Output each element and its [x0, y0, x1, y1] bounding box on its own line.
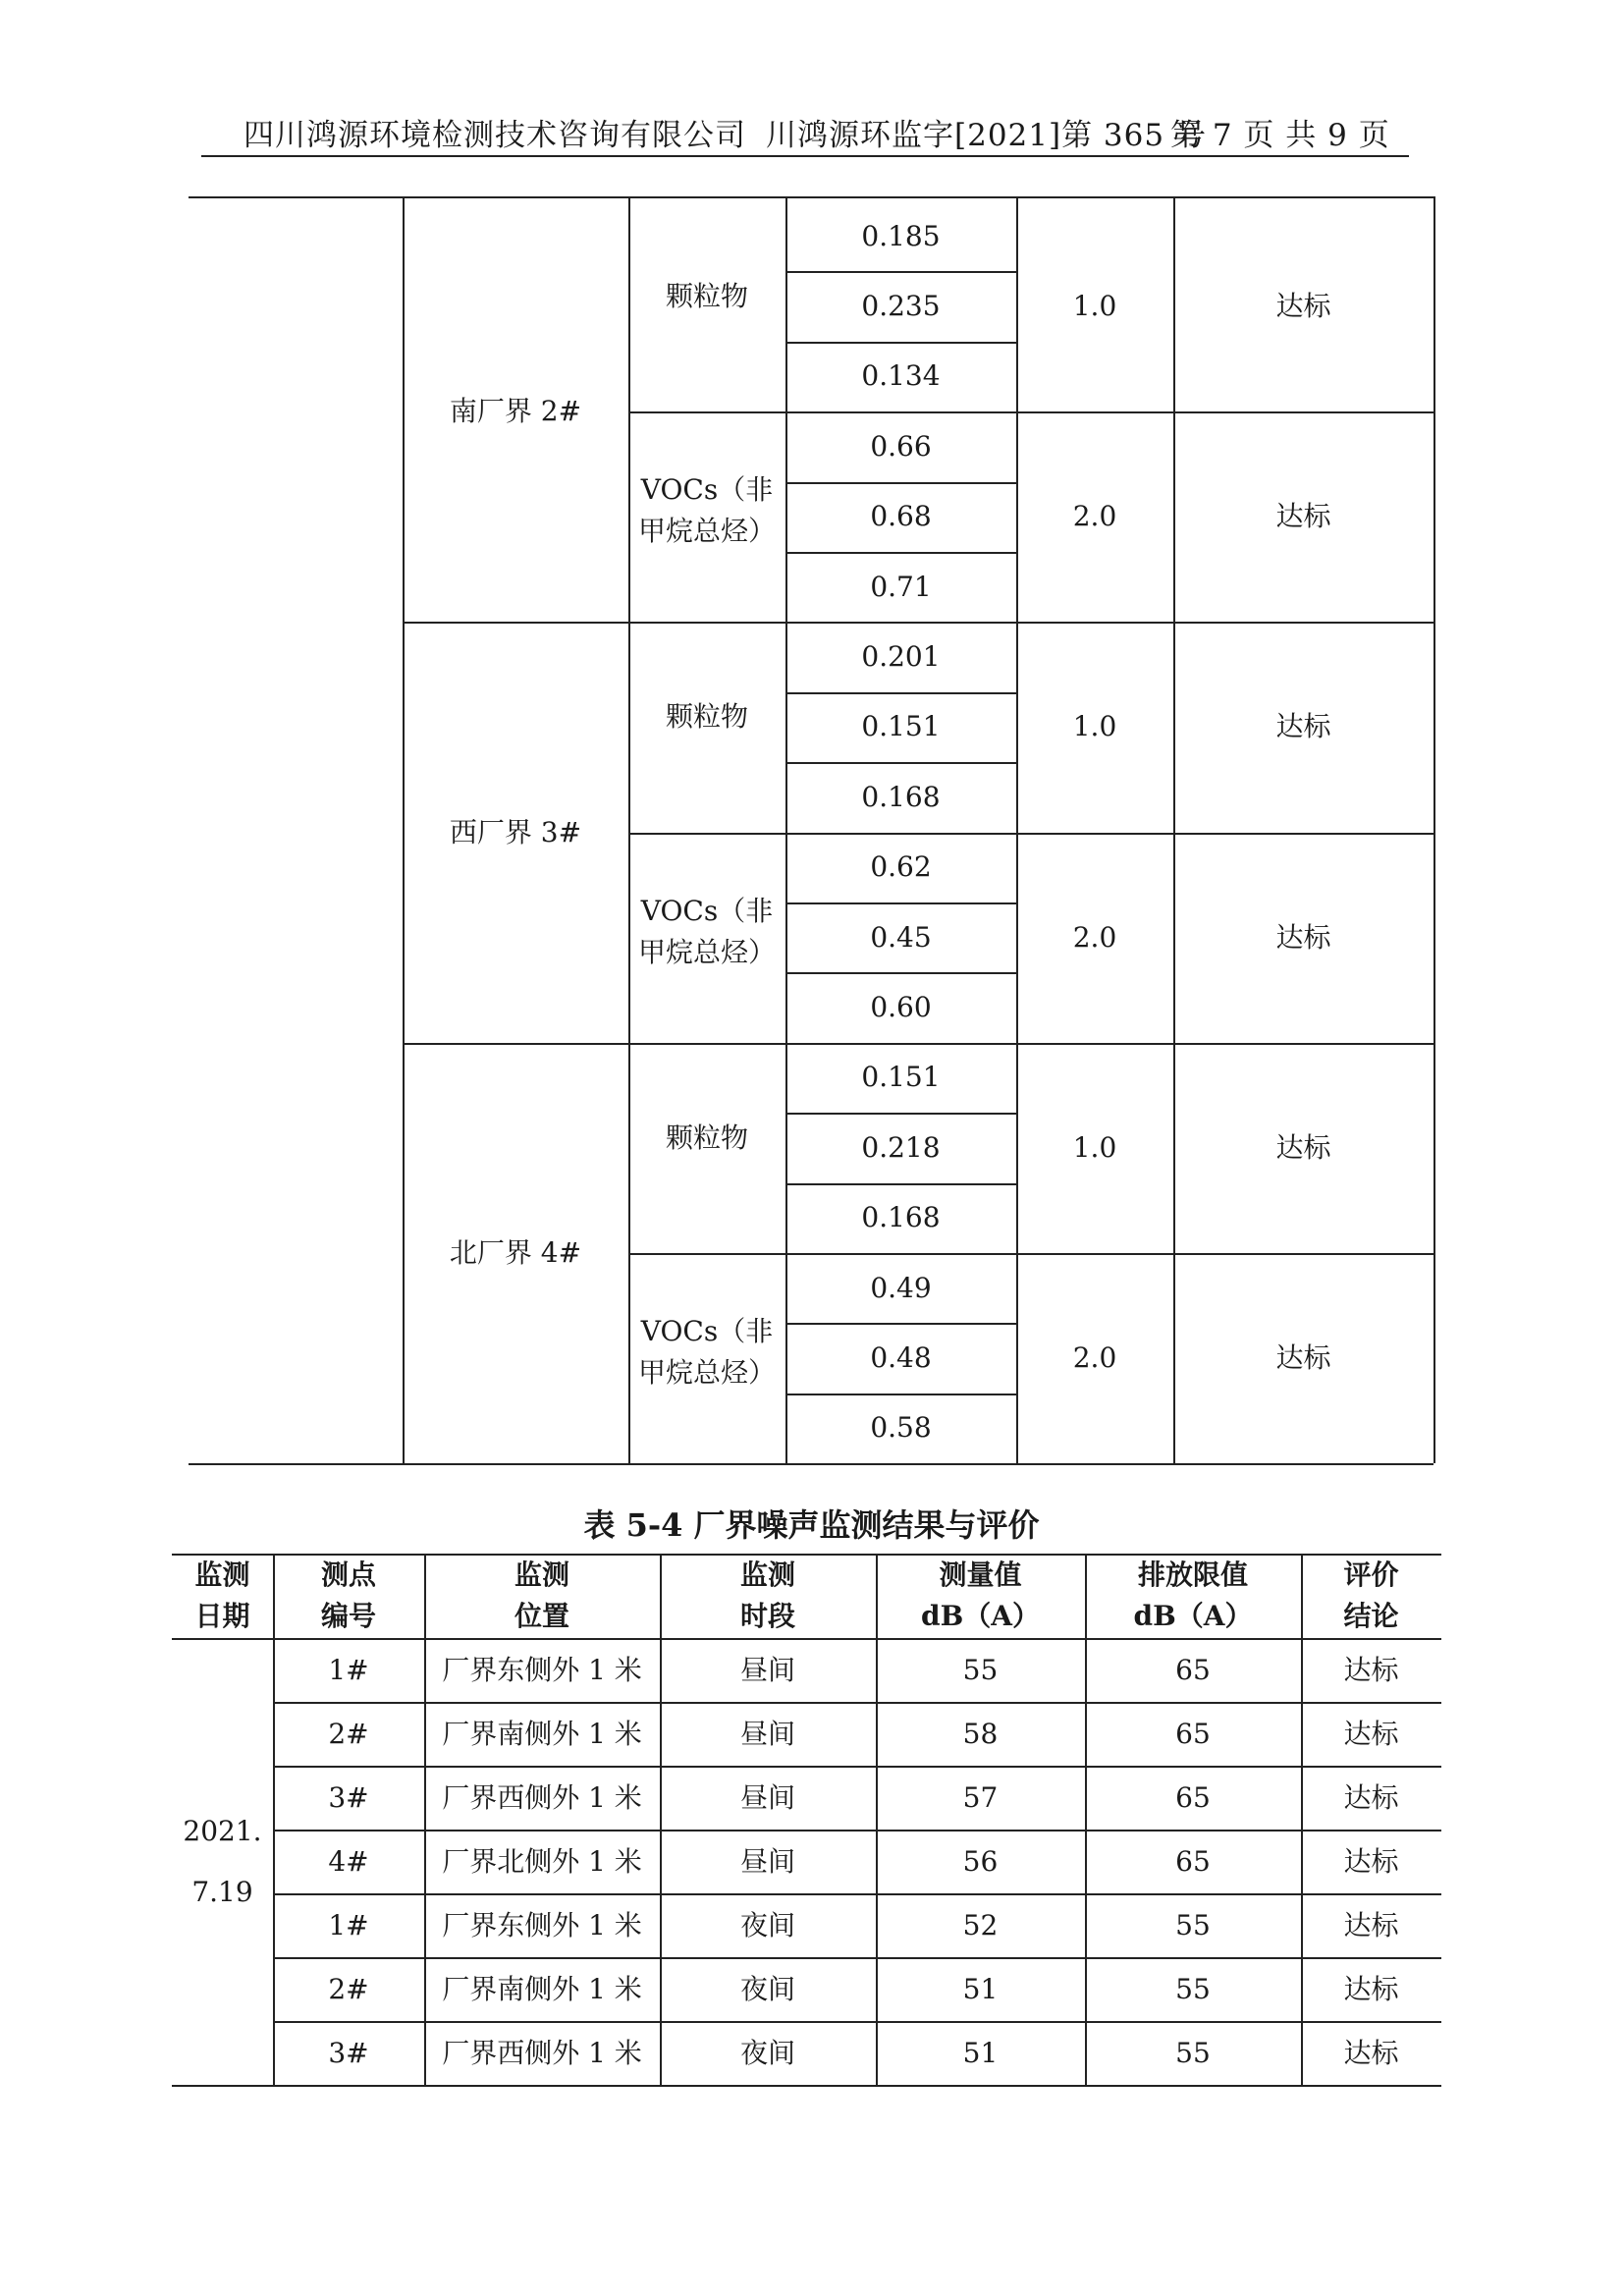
noise-period: 昼间 — [739, 1653, 795, 1686]
limit-value: 1.0 — [1072, 710, 1117, 743]
header-date — [172, 1554, 273, 1638]
measured-value: 0.60 — [870, 991, 932, 1024]
measured-value: 0.62 — [870, 850, 932, 884]
noise-point: 1# — [328, 1653, 369, 1686]
noise-location-cell — [424, 1766, 660, 1830]
noise-limit-cell — [1085, 1766, 1301, 1830]
header-page-number: 第 7 页 共 9 页 — [1170, 118, 1390, 153]
header-company: 四川鸿源环境检测技术咨询有限公司 — [243, 118, 746, 153]
noise-result: 达标 — [1343, 1908, 1399, 1941]
date-line1: 2021. — [183, 1814, 262, 1847]
header-line1: 监测 — [194, 1558, 250, 1591]
pollutant-name-line2: 甲烷总烃） — [637, 1356, 776, 1390]
date-cell — [172, 1638, 273, 2085]
noise-point-cell — [273, 1957, 424, 2021]
noise-result-cell — [1301, 2021, 1441, 2085]
limit-value: 2.0 — [1072, 920, 1117, 954]
noise-period-cell — [660, 1830, 876, 1893]
measured-value: 0.45 — [870, 920, 932, 954]
measured-value: 0.134 — [861, 359, 941, 393]
measured-value: 0.151 — [861, 710, 941, 743]
header-line2: dB（A） — [1133, 1600, 1253, 1632]
noise-point: 4# — [328, 1844, 369, 1878]
noise-limit: 65 — [1175, 1653, 1211, 1686]
noise-measured-cell — [876, 1638, 1085, 1702]
header-line1: 测点 — [320, 1558, 376, 1591]
noise-limit-cell — [1085, 2021, 1301, 2085]
noise-period: 夜间 — [739, 1972, 795, 2005]
noise-point-cell — [273, 1893, 424, 1957]
measured-value: 0.71 — [870, 570, 932, 603]
location-label: 南厂界 2# — [449, 395, 582, 428]
noise-table-title: 表 5-4 厂界噪声监测结果与评价 — [583, 1506, 1040, 1544]
noise-limit: 65 — [1175, 1780, 1211, 1814]
noise-location-cell — [424, 1638, 660, 1702]
noise-period-cell — [660, 1766, 876, 1830]
measured-value: 0.185 — [861, 219, 941, 252]
noise-limit-cell — [1085, 1830, 1301, 1893]
noise-limit-cell — [1085, 1702, 1301, 1766]
noise-measured-cell — [876, 1957, 1085, 2021]
noise-point-cell — [273, 1766, 424, 1830]
pollutant-name-line2: 甲烷总烃） — [637, 515, 776, 548]
noise-measured: 56 — [962, 1844, 999, 1878]
header-label-measured — [921, 1555, 1040, 1637]
pollutant-name-line2: 甲烷总烃） — [637, 935, 776, 968]
noise-period: 昼间 — [739, 1844, 795, 1878]
header-line2: 时段 — [739, 1600, 795, 1632]
noise-measured: 55 — [962, 1653, 999, 1686]
noise-result-cell — [1301, 1893, 1441, 1957]
header-label-limit — [1134, 1555, 1253, 1637]
pollutant-name-line1: VOCs（非 — [640, 894, 774, 927]
noise-location: 厂界南侧外 1 米 — [442, 1717, 642, 1750]
header-line2: 编号 — [320, 1600, 376, 1632]
noise-period: 夜间 — [739, 2036, 795, 2069]
location-label: 北厂界 4# — [449, 1235, 582, 1269]
measured-value: 0.66 — [870, 429, 932, 463]
header-line1: 监测 — [514, 1558, 569, 1591]
noise-point-cell — [273, 1830, 424, 1893]
header-label-result — [1343, 1555, 1398, 1637]
measured-value: 0.235 — [861, 290, 941, 323]
noise-location: 厂界西侧外 1 米 — [442, 1780, 642, 1814]
noise-point-cell — [273, 1702, 424, 1766]
header-line1: 评价 — [1343, 1558, 1399, 1591]
noise-result-cell — [1301, 1957, 1441, 2021]
pollutant-name: 颗粒物 — [665, 1121, 748, 1154]
noise-result: 达标 — [1343, 1844, 1399, 1878]
measured-value: 0.68 — [870, 500, 932, 533]
header-result — [1301, 1554, 1441, 1638]
noise-result-cell — [1301, 1830, 1441, 1893]
noise-location: 厂界东侧外 1 米 — [442, 1908, 642, 1941]
noise-limit: 55 — [1175, 2036, 1211, 2069]
noise-measured: 51 — [962, 2036, 999, 2069]
header-limit — [1085, 1554, 1301, 1638]
noise-location: 厂界西侧外 1 米 — [442, 2036, 642, 2069]
noise-period: 昼间 — [739, 1717, 795, 1750]
header-line2: 位置 — [514, 1600, 569, 1632]
measured-value: 0.201 — [861, 640, 941, 674]
header-location — [424, 1554, 660, 1638]
noise-result: 达标 — [1343, 1717, 1399, 1750]
measured-value: 0.168 — [861, 780, 941, 813]
measured-value: 0.151 — [861, 1061, 941, 1094]
noise-point: 2# — [328, 1972, 369, 2005]
header-label-location — [514, 1555, 569, 1637]
noise-table-bottom — [172, 2085, 1441, 2087]
header-line2: 结论 — [1343, 1600, 1399, 1632]
noise-location: 厂界东侧外 1 米 — [442, 1653, 642, 1686]
noise-point: 3# — [328, 2036, 369, 2069]
noise-period-cell — [660, 1957, 876, 2021]
noise-limit-cell — [1085, 1638, 1301, 1702]
noise-measured: 58 — [962, 1717, 999, 1750]
noise-location: 厂界北侧外 1 米 — [442, 1844, 642, 1878]
noise-limit-cell — [1085, 1893, 1301, 1957]
noise-limit: 55 — [1175, 1972, 1211, 2005]
header-label-point — [321, 1555, 376, 1637]
noise-point-cell — [273, 2021, 424, 2085]
noise-location-cell — [424, 1702, 660, 1766]
measured-value: 0.48 — [870, 1341, 932, 1375]
pollutant-name: 颗粒物 — [665, 700, 748, 734]
noise-period-cell — [660, 1702, 876, 1766]
header-line2: 日期 — [194, 1600, 250, 1632]
noise-measured: 57 — [962, 1780, 999, 1814]
noise-period-cell — [660, 1638, 876, 1702]
result-value: 达标 — [1275, 710, 1331, 743]
noise-measured-cell — [876, 1893, 1085, 1957]
header-line2: dB（A） — [921, 1600, 1040, 1632]
noise-measured-cell — [876, 1766, 1085, 1830]
noise-period: 夜间 — [739, 1908, 795, 1941]
noise-limit: 65 — [1175, 1844, 1211, 1878]
result-value: 达标 — [1275, 500, 1331, 533]
header-measured — [876, 1554, 1085, 1638]
header-line1: 测量值 — [939, 1558, 1022, 1591]
noise-period-cell — [660, 2021, 876, 2085]
pollutant-name-line1: VOCs（非 — [640, 473, 774, 507]
noise-measured-cell — [876, 1702, 1085, 1766]
result-value: 达标 — [1275, 290, 1331, 323]
noise-result: 达标 — [1343, 1972, 1399, 2005]
noise-result-cell — [1301, 1766, 1441, 1830]
noise-location-cell — [424, 2021, 660, 2085]
noise-location-cell — [424, 1830, 660, 1893]
noise-result: 达标 — [1343, 2036, 1399, 2069]
noise-point: 2# — [328, 1717, 369, 1750]
result-value: 达标 — [1275, 1341, 1331, 1375]
header-point — [273, 1554, 424, 1638]
noise-result: 达标 — [1343, 1780, 1399, 1814]
pollutant-name-line1: VOCs（非 — [640, 1315, 774, 1348]
noise-limit: 55 — [1175, 1908, 1211, 1941]
result-value: 达标 — [1275, 1130, 1331, 1164]
header-label-date — [194, 1555, 249, 1637]
measured-value: 0.58 — [870, 1411, 932, 1445]
limit-value: 1.0 — [1072, 290, 1117, 323]
limit-value: 2.0 — [1072, 500, 1117, 533]
measured-value: 0.218 — [861, 1130, 941, 1164]
noise-measured-cell — [876, 1830, 1085, 1893]
header-line1: 排放限值 — [1137, 1558, 1248, 1591]
noise-location: 厂界南侧外 1 米 — [442, 1972, 642, 2005]
noise-period-cell — [660, 1893, 876, 1957]
result-value: 达标 — [1275, 920, 1331, 954]
noise-point-cell — [273, 1638, 424, 1702]
noise-period: 昼间 — [739, 1780, 795, 1814]
monitoring-date — [183, 1801, 261, 1922]
noise-point: 3# — [328, 1780, 369, 1814]
measured-value: 0.168 — [861, 1201, 941, 1234]
header-line1: 监测 — [739, 1558, 795, 1591]
header-report-number: 川鸿源环监字[2021]第 365 号 — [766, 118, 1207, 153]
header-period — [660, 1554, 876, 1638]
noise-limit-cell — [1085, 1957, 1301, 2021]
noise-measured-cell — [876, 2021, 1085, 2085]
header-label-period — [740, 1555, 795, 1637]
noise-location-cell — [424, 1957, 660, 2021]
measured-value: 0.49 — [870, 1271, 932, 1304]
noise-result: 达标 — [1343, 1653, 1399, 1686]
noise-limit: 65 — [1175, 1717, 1211, 1750]
limit-value: 2.0 — [1072, 1341, 1117, 1375]
date-line2: 7.19 — [191, 1875, 253, 1908]
limit-value: 1.0 — [1072, 1130, 1117, 1164]
noise-point: 1# — [328, 1908, 369, 1941]
noise-measured: 51 — [962, 1972, 999, 2005]
pollutant-name: 颗粒物 — [665, 280, 748, 313]
noise-location-cell — [424, 1893, 660, 1957]
location-label: 西厂界 3# — [449, 815, 582, 848]
noise-measured: 52 — [962, 1908, 999, 1941]
noise-result-cell — [1301, 1638, 1441, 1702]
noise-result-cell — [1301, 1702, 1441, 1766]
